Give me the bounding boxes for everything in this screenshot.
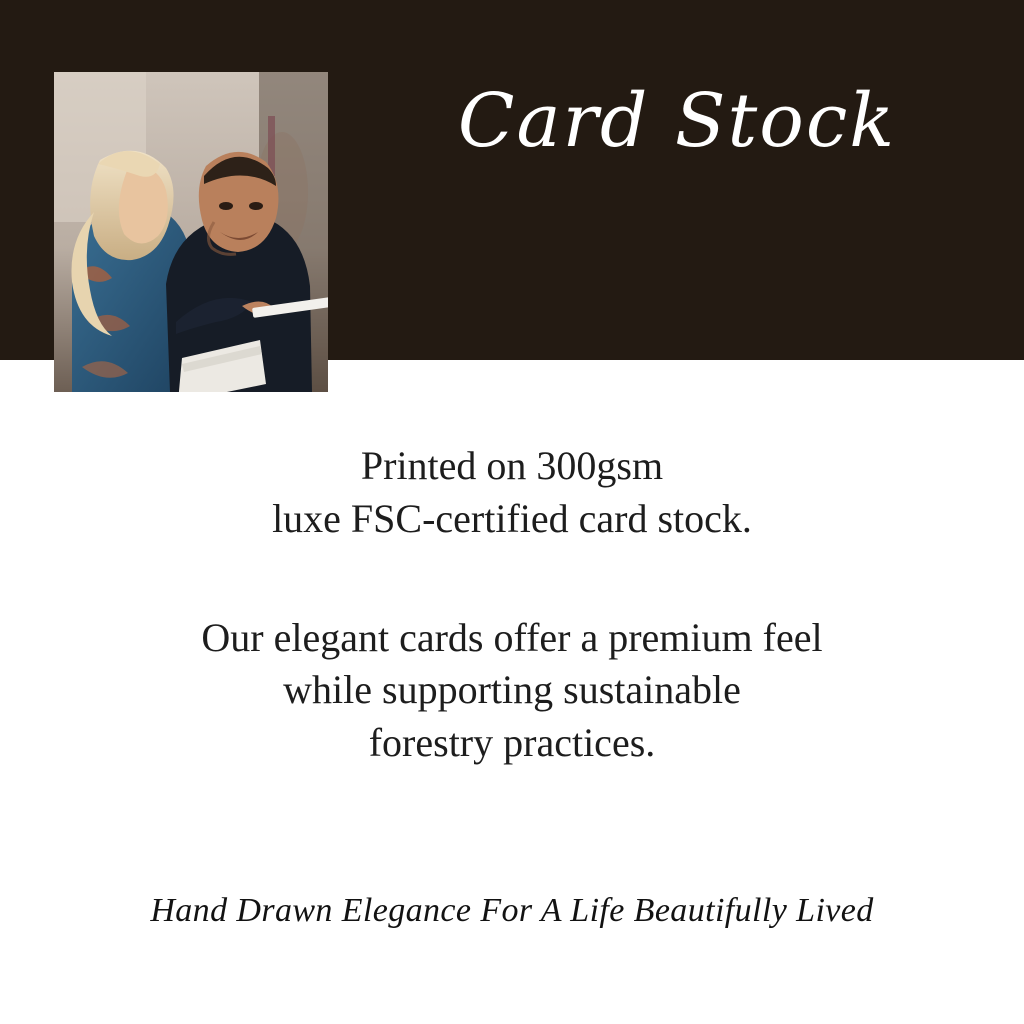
paragraph-2-line-3: forestry practices.	[368, 720, 656, 766]
page-title: Card Stock	[457, 78, 897, 164]
body-copy	[0, 440, 1024, 770]
photo-image	[54, 72, 328, 392]
paragraph-spacer	[0, 546, 1024, 612]
paragraph-2-line-1: Our elegant cards offer a premium feel	[201, 614, 823, 660]
lifestyle-photo	[54, 72, 328, 392]
paragraph-1-line-2: luxe FSC-certified card stock.	[272, 495, 752, 541]
tagline: Hand Drawn Elegance For A Life Beautifully Lived	[150, 892, 874, 929]
paragraph-2	[0, 612, 1024, 770]
paragraph-2-line-2: while supporting sustainable	[283, 667, 741, 713]
paragraph-1-line-1: Printed on 300gsm	[360, 443, 664, 488]
paragraph-1	[0, 440, 1024, 546]
